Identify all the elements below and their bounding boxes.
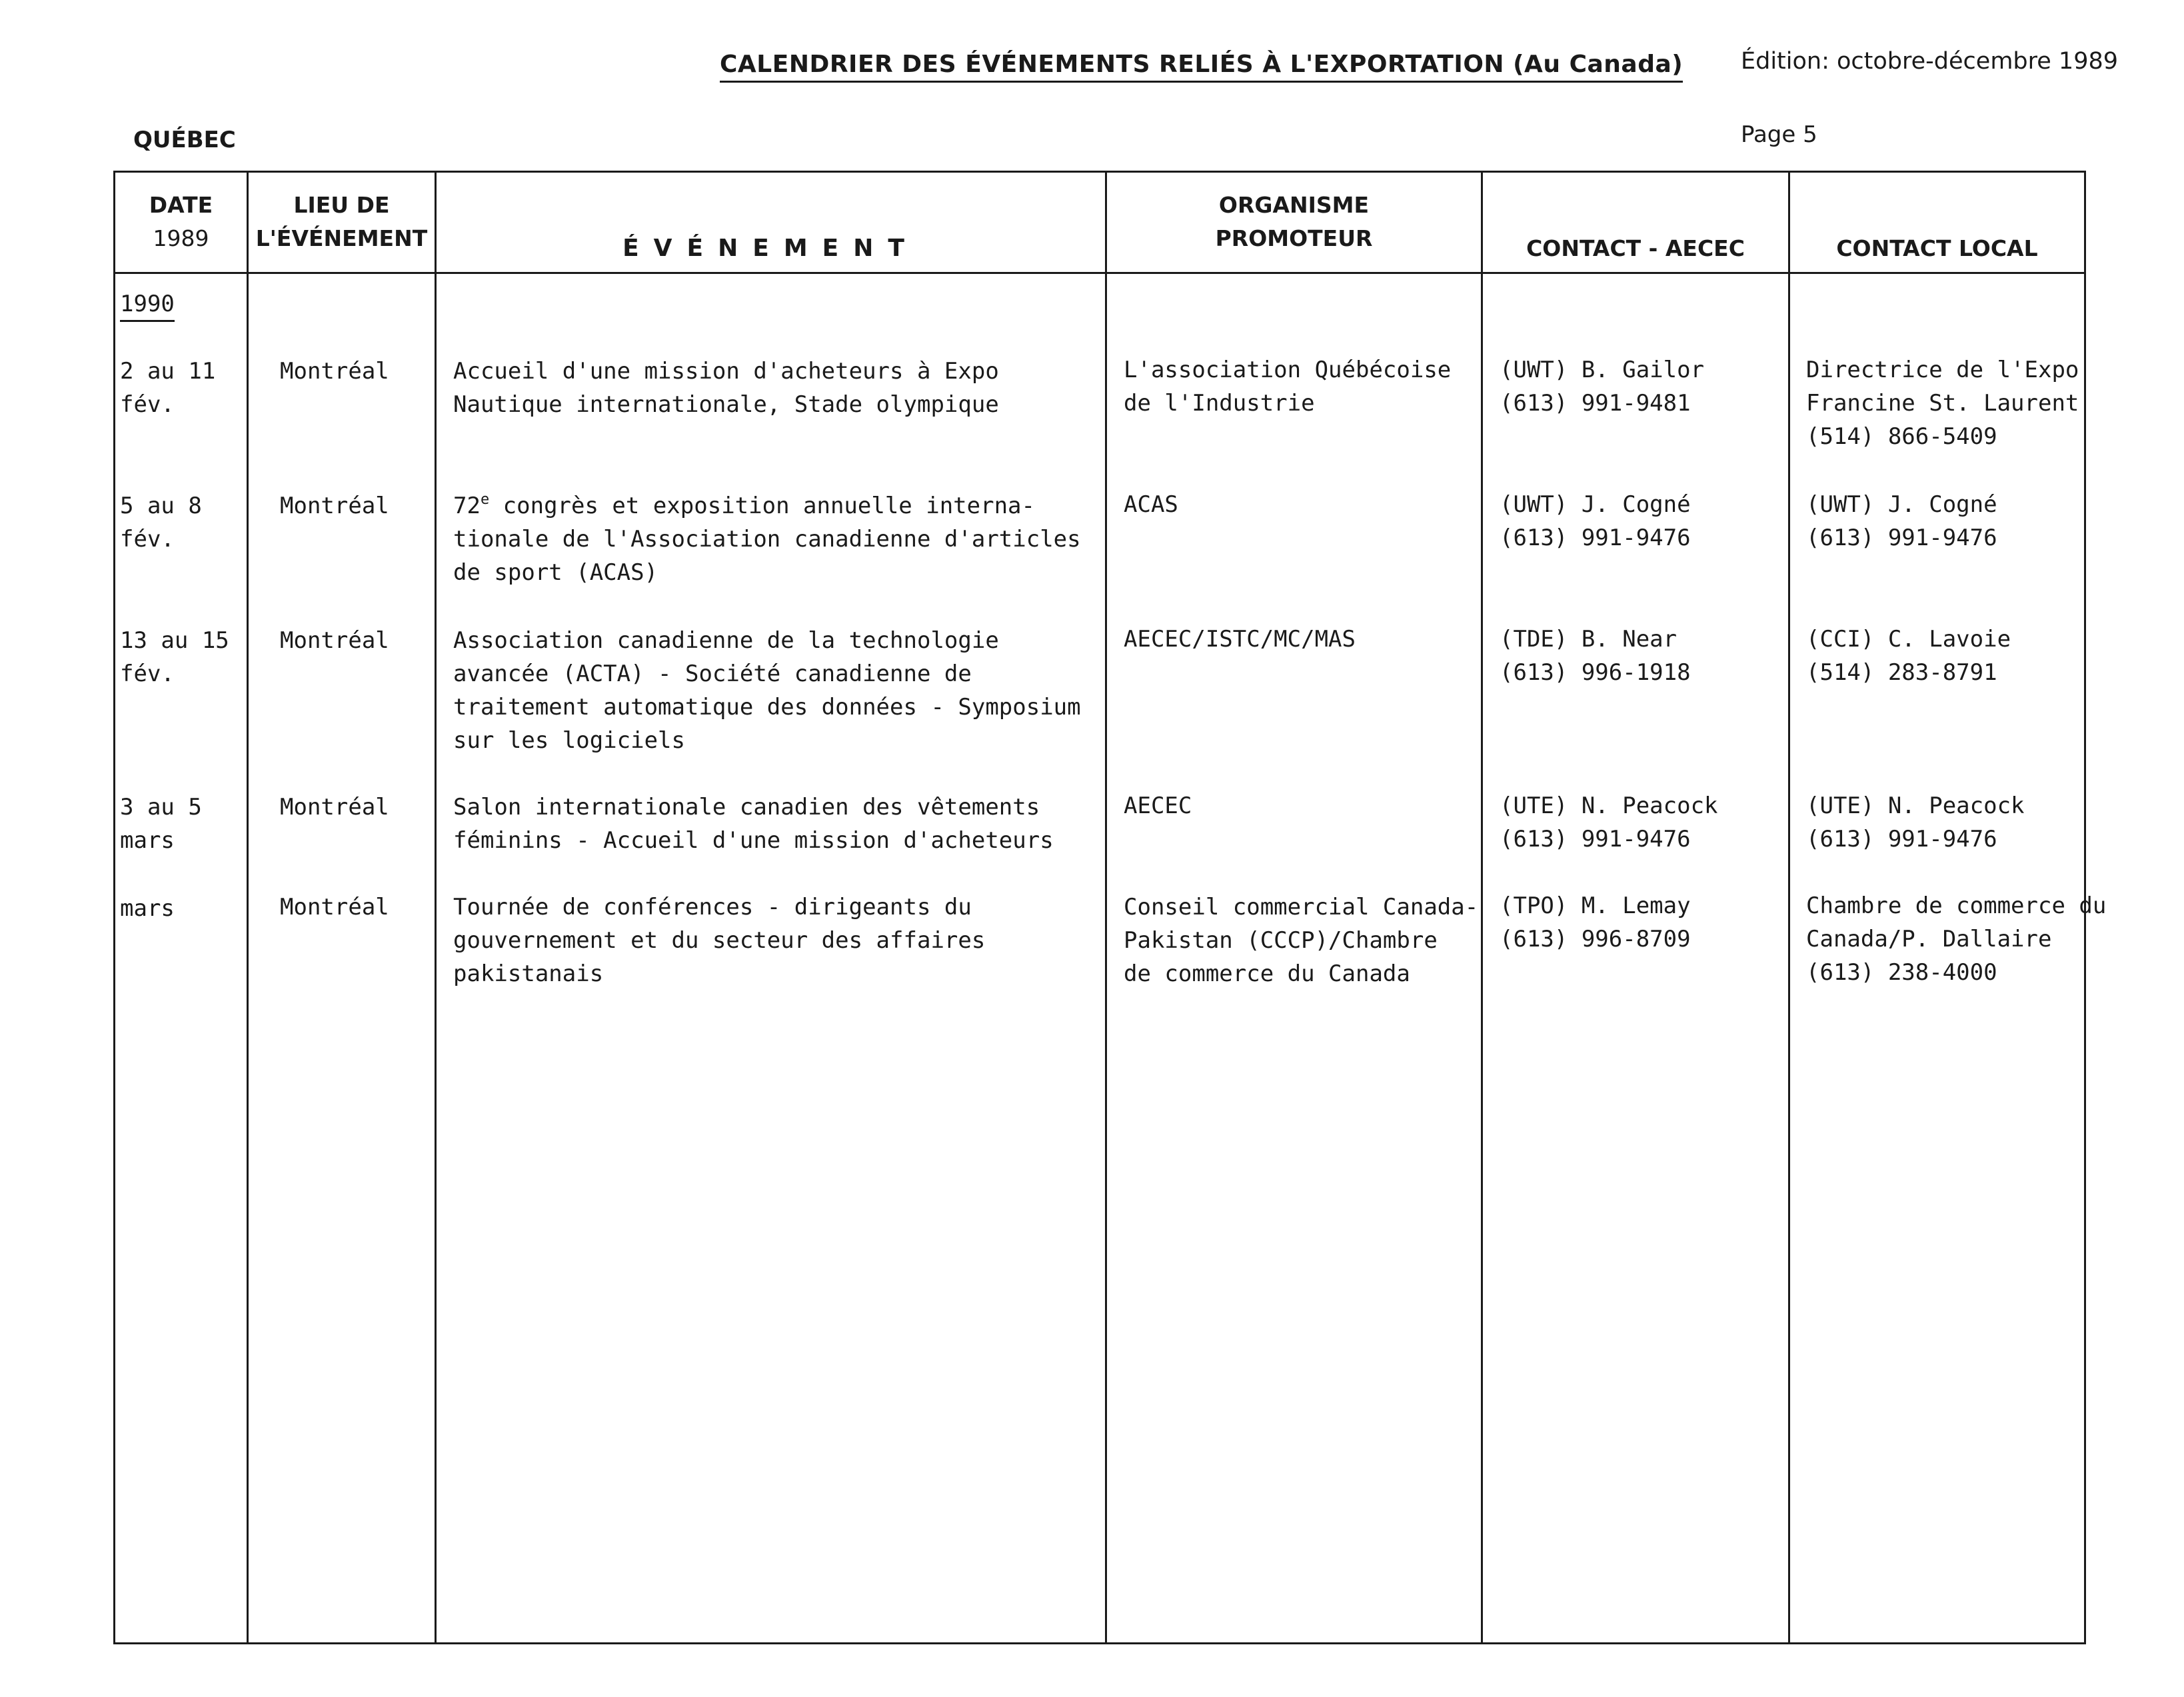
row-5-lieu: Montréal	[280, 894, 389, 920]
table-bottom-border	[115, 1642, 2086, 1644]
year-heading: 1990	[120, 291, 175, 322]
row-1-evenement: Accueil d'une mission d'acheteurs à Expo Nautique internationale, Stade olympique	[453, 358, 999, 418]
row-1-contact-aecec: (UWT) B. Gailor (613) 991-9481	[1500, 357, 1705, 417]
header-organisme-line1: ORGANISME	[1218, 192, 1370, 218]
column-divider-3	[1105, 171, 1107, 1644]
header-lieu-line1: LIEU DE	[293, 192, 390, 218]
row-2-date: 5 au 8 fév.	[120, 493, 202, 553]
header-organisme	[1107, 172, 1481, 279]
column-divider-1	[247, 171, 249, 1644]
row-2-evenement: 72e congrès et exposition annuelle interna- tionale de l'Association canadienne d'articles de sport (ACAS)	[453, 491, 1081, 586]
edition-label: Édition: octobre-décembre 1989	[1741, 48, 2118, 75]
page-number: Page 5	[1741, 121, 1817, 148]
row-3-evenement: Association canadienne de la technologie avancée (ACTA) - Société canadienne de traitement automatique des données - Symposium sur les logiciels	[453, 627, 1081, 754]
header-organisme-line2: PROMOTEUR	[1215, 225, 1373, 251]
row-3-lieu: Montréal	[280, 627, 389, 654]
column-divider-4	[1481, 171, 1483, 1644]
row-4-evenement: Salon internationale canadien des vêtements féminins - Accueil d'une mission d'acheteurs	[453, 794, 1054, 854]
row-5-date: mars	[120, 895, 175, 922]
row-1-lieu: Montréal	[280, 358, 389, 385]
table-left-border	[113, 171, 115, 1644]
row-3-date: 13 au 15 fév.	[120, 627, 229, 687]
row-5-organisme: Conseil commercial Canada- Pakistan (CCCP)/Chambre de commerce du Canada	[1124, 894, 1479, 987]
row-5-contact-aecec: (TPO) M. Lemay (613) 996-8709	[1500, 892, 1691, 952]
column-divider-5	[1788, 171, 1790, 1644]
row-2-contact-local: (UWT) J. Cogné (613) 991-9476	[1806, 491, 1997, 551]
row-3-contact-local: (CCI) C. Lavoie (514) 283-8791	[1806, 626, 2011, 686]
header-contact-local: CONTACT LOCAL	[1836, 235, 2038, 261]
row-2-contact-aecec: (UWT) J. Cogné (613) 991-9476	[1500, 491, 1691, 551]
header-date-title: DATE	[149, 192, 213, 218]
header-date	[115, 172, 247, 272]
header-lieu-line2: L'ÉVÉNEMENT	[255, 225, 428, 251]
row-2-organisme: ACAS	[1124, 491, 1178, 518]
row-4-lieu: Montréal	[280, 794, 389, 821]
header-date-year: 1989	[153, 225, 209, 251]
header-evenement: ÉVÉNEMENT	[622, 235, 919, 262]
column-divider-2	[435, 171, 437, 1644]
row-5-evenement: Tournée de conférences - dirigeants du gouvernement et du secteur des affaires pakistanais	[453, 894, 986, 987]
row-1-contact-local: Directrice de l'Expo Francine St. Laurent (514) 866-5409	[1806, 357, 2079, 450]
document-title: CALENDRIER DES ÉVÉNEMENTS RELIÉS À L'EXPORTATION (Au Canada)	[720, 51, 1683, 83]
row-1-date: 2 au 11 fév.	[120, 358, 216, 418]
row-1-organisme: L'association Québécoise de l'Industrie	[1124, 357, 1452, 417]
row-4-contact-aecec: (UTE) N. Peacock (613) 991-9476	[1500, 793, 1718, 852]
row-5-contact-local: Chambre de commerce du Canada/P. Dallaire (613) 238-4000	[1806, 892, 2107, 986]
row-3-contact-aecec: (TDE) B. Near (613) 996-1918	[1500, 626, 1691, 686]
row-2-lieu: Montréal	[280, 493, 389, 519]
region-label: QUÉBEC	[133, 127, 236, 153]
header-contact-aecec: CONTACT - AECEC	[1526, 235, 1745, 261]
row-4-contact-local: (UTE) N. Peacock (613) 991-9476	[1806, 793, 2025, 852]
header-lieu	[249, 172, 435, 272]
row-4-date: 3 au 5 mars	[120, 794, 202, 854]
row-4-organisme: AECEC	[1124, 793, 1192, 819]
row-3-organisme: AECEC/ISTC/MC/MAS	[1124, 626, 1356, 653]
